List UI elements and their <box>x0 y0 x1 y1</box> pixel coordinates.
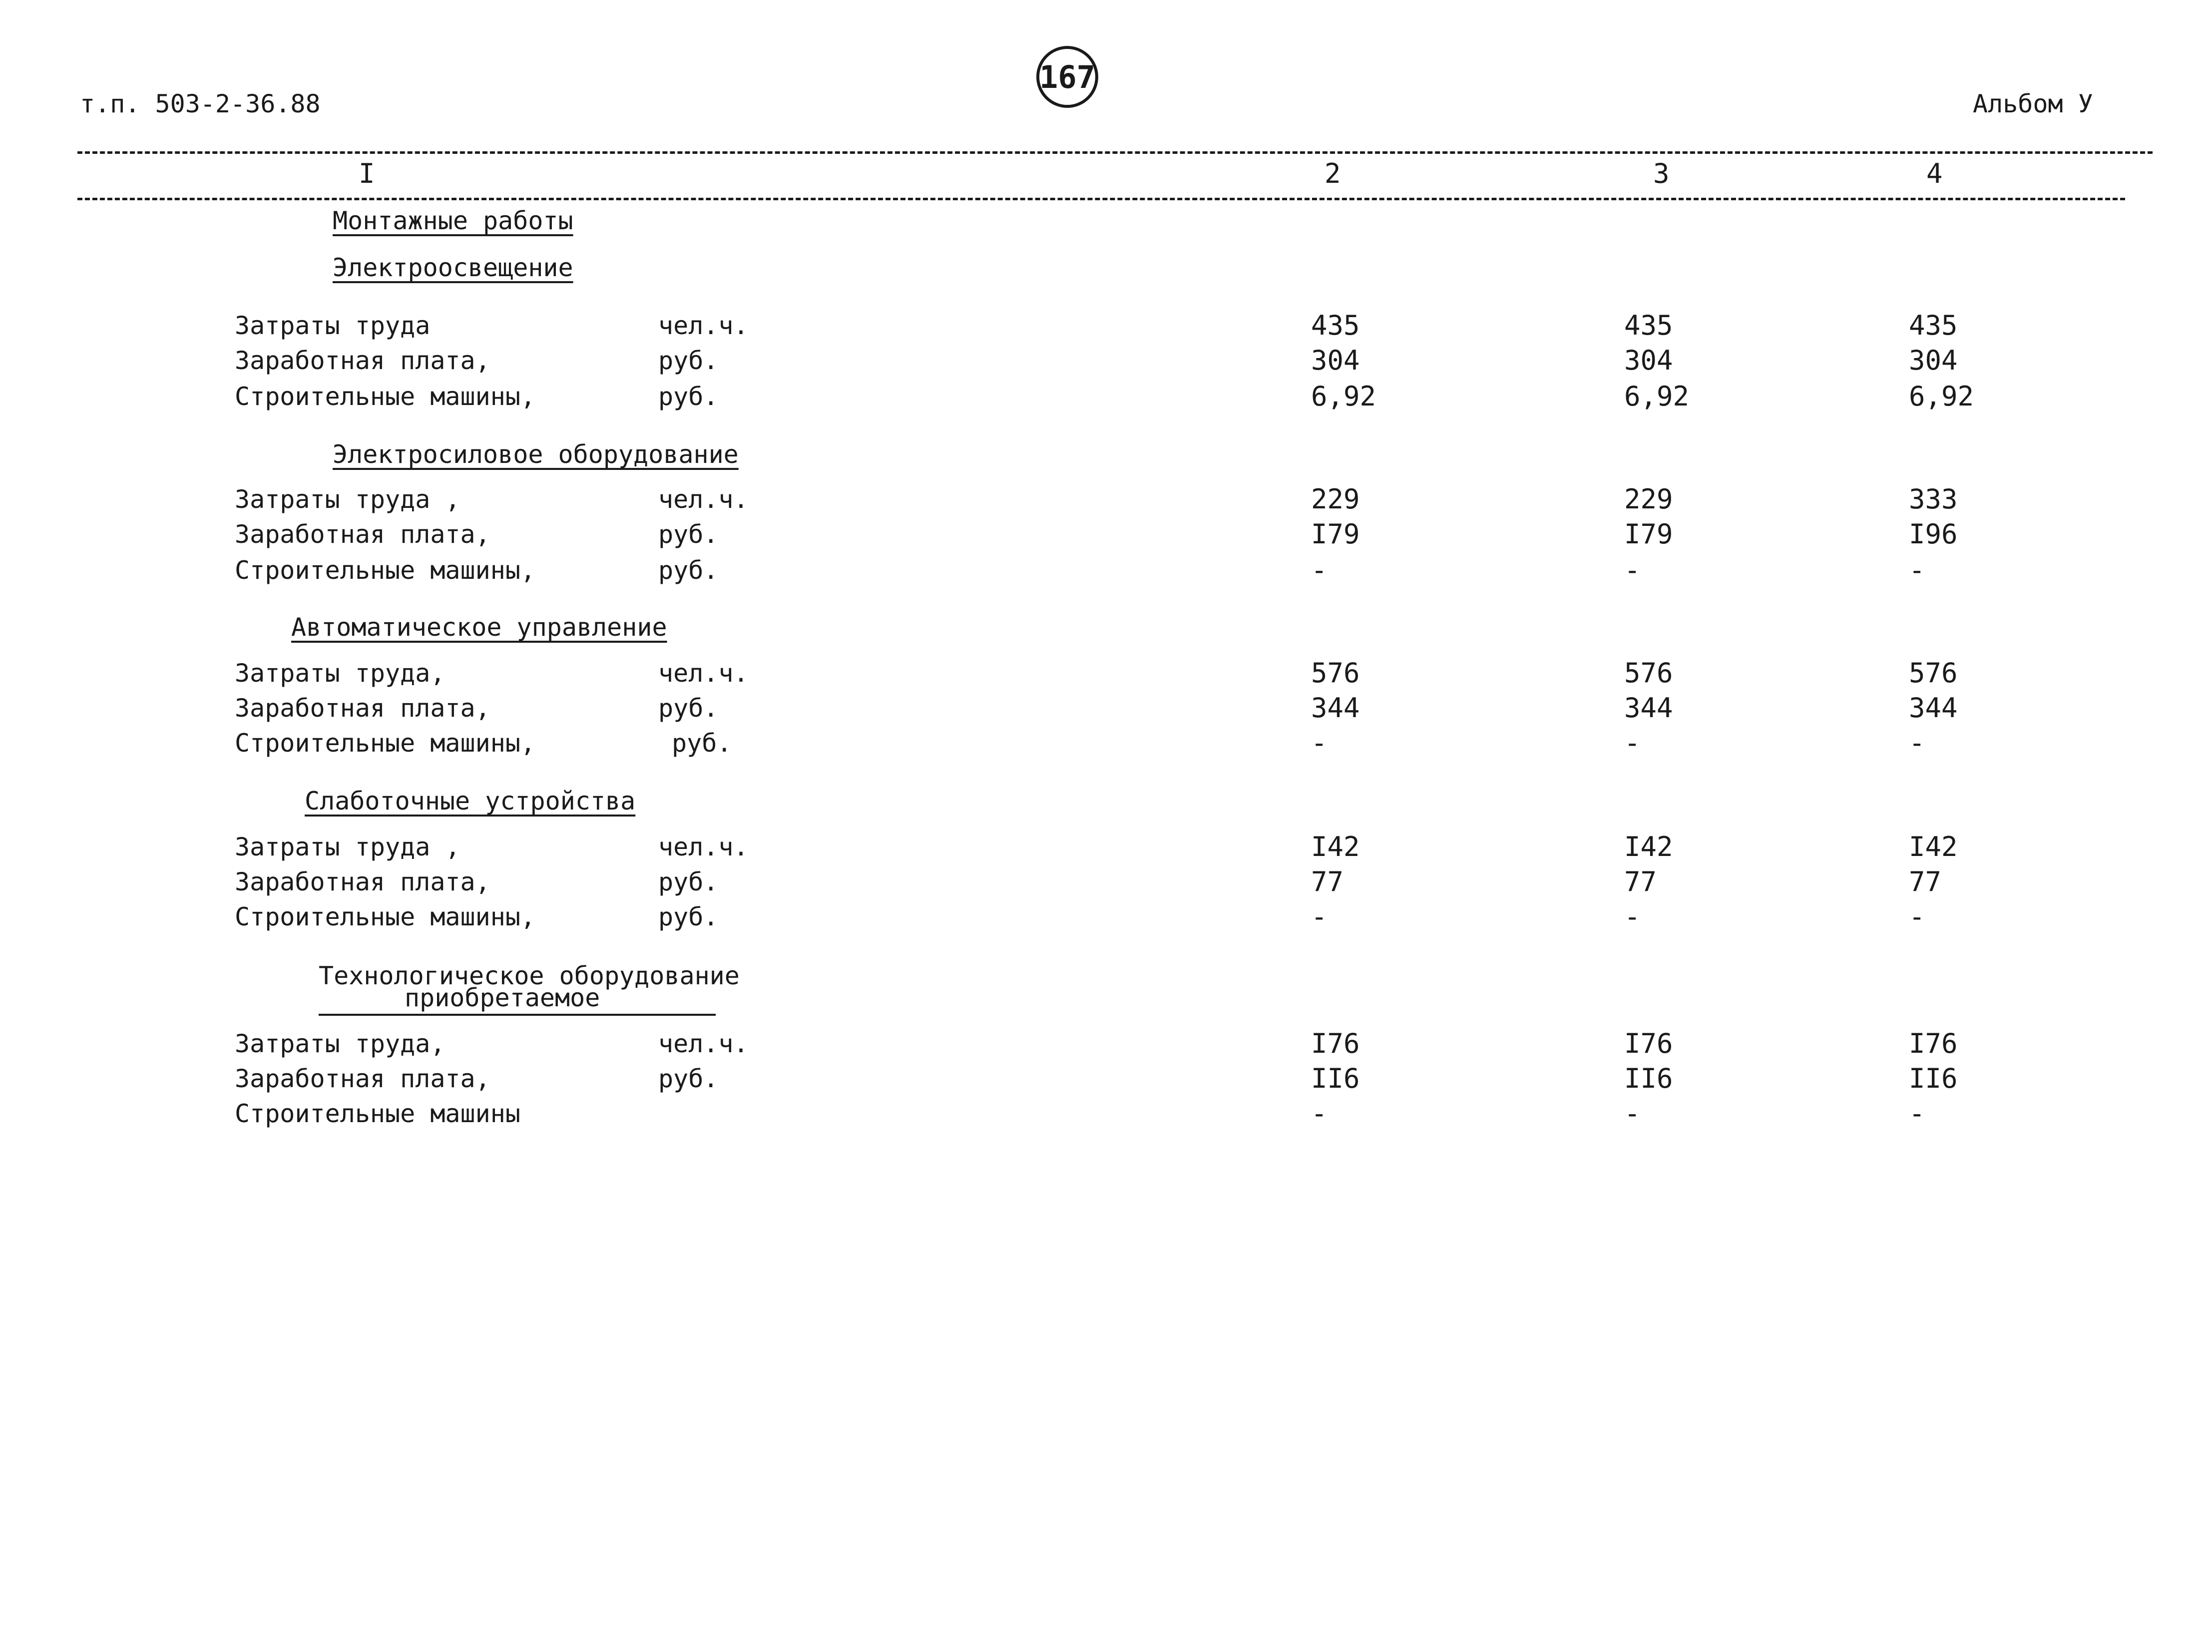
header-bottom-rule <box>77 198 2125 200</box>
row-label: Заработная плата, <box>235 1064 490 1093</box>
row-label: Заработная плата, <box>235 694 490 723</box>
row-label: Затраты труда , <box>235 485 460 514</box>
page-number-badge: 167 <box>1036 46 1098 108</box>
section-title-underline <box>319 1014 716 1016</box>
cell-col2: I76 <box>1311 1028 1360 1059</box>
cell-col2: 77 <box>1311 866 1344 897</box>
row-label: Строительные машины, <box>235 556 536 585</box>
cell-col2: 576 <box>1311 657 1360 689</box>
cell-col2: I79 <box>1311 518 1360 550</box>
cell-col2: - <box>1311 727 1327 759</box>
row-label: Затраты труда <box>235 311 431 340</box>
cell-col4: - <box>1909 554 1925 586</box>
cell-col4: - <box>1909 901 1925 932</box>
cell-col2: 435 <box>1311 310 1360 341</box>
cell-col3: I79 <box>1624 518 1673 550</box>
row-label: Строительные машины, <box>235 729 536 758</box>
cell-col4: - <box>1909 727 1925 759</box>
cell-col4: 435 <box>1909 310 1958 341</box>
row-unit: чел.ч. <box>658 832 749 861</box>
row-label: Строительные машины, <box>235 902 536 931</box>
cell-col2: 229 <box>1311 483 1360 515</box>
row-unit: руб. <box>658 520 719 549</box>
header-top-rule <box>77 151 2153 154</box>
album-label: Альбом У <box>1973 89 2093 118</box>
row-label: Затраты труда , <box>235 832 460 861</box>
cell-col4: - <box>1909 1098 1925 1129</box>
cell-col3: 435 <box>1624 310 1673 341</box>
cell-col3: II6 <box>1624 1063 1673 1094</box>
cell-col2: 304 <box>1311 345 1360 376</box>
cell-col2: II6 <box>1311 1063 1360 1094</box>
section-title-line2: приобретаемое <box>405 983 600 1012</box>
cell-col3: 344 <box>1624 692 1673 724</box>
cell-col4: 344 <box>1909 692 1958 724</box>
section-title: Слаботочные устройства <box>305 787 636 816</box>
row-unit: руб. <box>658 902 719 931</box>
row-unit: руб. <box>658 382 719 411</box>
row-unit: руб. <box>658 556 719 585</box>
cell-col2: - <box>1311 1098 1327 1129</box>
column-header-2: 2 <box>1325 158 1341 189</box>
row-label: Строительные машины, <box>235 382 536 411</box>
row-unit: чел.ч. <box>658 485 749 514</box>
cell-col3: - <box>1624 901 1641 932</box>
row-unit: руб. <box>658 346 719 375</box>
row-unit: руб. <box>672 729 732 758</box>
cell-col4: 6,92 <box>1909 381 1974 412</box>
cell-col4: I96 <box>1909 518 1958 550</box>
cell-col4: 304 <box>1909 345 1958 376</box>
cell-col4: 333 <box>1909 483 1958 515</box>
cell-col3: - <box>1624 727 1641 759</box>
doc-code: т.п. 503-2-36.88 <box>80 89 321 118</box>
row-unit: чел.ч. <box>658 1029 749 1058</box>
section-title: Автоматическое управление <box>291 613 667 642</box>
cell-col2: I42 <box>1311 831 1360 862</box>
row-label: Затраты труда, <box>235 1029 445 1058</box>
cell-col3: 576 <box>1624 657 1673 689</box>
main-title: Монтажные работы <box>333 206 573 235</box>
cell-col2: 344 <box>1311 692 1360 724</box>
column-header-3: 3 <box>1653 158 1670 189</box>
cell-col4: 576 <box>1909 657 1958 689</box>
cell-col3: 229 <box>1624 483 1673 515</box>
cell-col3: - <box>1624 1098 1641 1129</box>
row-label: Заработная плата, <box>235 867 490 896</box>
cell-col4: I42 <box>1909 831 1958 862</box>
cell-col2: 6,92 <box>1311 381 1376 412</box>
cell-col4: II6 <box>1909 1063 1958 1094</box>
row-unit: руб. <box>658 1064 719 1093</box>
cell-col3: - <box>1624 554 1641 586</box>
cell-col3: I42 <box>1624 831 1673 862</box>
row-label: Заработная плата, <box>235 520 490 549</box>
row-unit: чел.ч. <box>658 659 749 688</box>
section-title: Электросиловое оборудование <box>333 440 739 469</box>
section-title: Технологическое оборудование <box>319 961 740 990</box>
column-header-1: I <box>359 158 375 189</box>
cell-col3: 304 <box>1624 345 1673 376</box>
cell-col3: 6,92 <box>1624 381 1690 412</box>
row-unit: чел.ч. <box>658 311 749 340</box>
cell-col2: - <box>1311 901 1327 932</box>
cell-col3: I76 <box>1624 1028 1673 1059</box>
cell-col4: I76 <box>1909 1028 1958 1059</box>
row-unit: руб. <box>658 867 719 896</box>
cell-col3: 77 <box>1624 866 1657 897</box>
cell-col4: 77 <box>1909 866 1942 897</box>
row-label: Строительные машины <box>235 1099 520 1128</box>
section-title: Электроосвещение <box>333 253 573 282</box>
row-label: Заработная плата, <box>235 346 490 375</box>
column-header-4: 4 <box>1926 158 1943 189</box>
row-label: Затраты труда, <box>235 659 445 688</box>
row-unit: руб. <box>658 694 719 723</box>
cell-col2: - <box>1311 554 1327 586</box>
